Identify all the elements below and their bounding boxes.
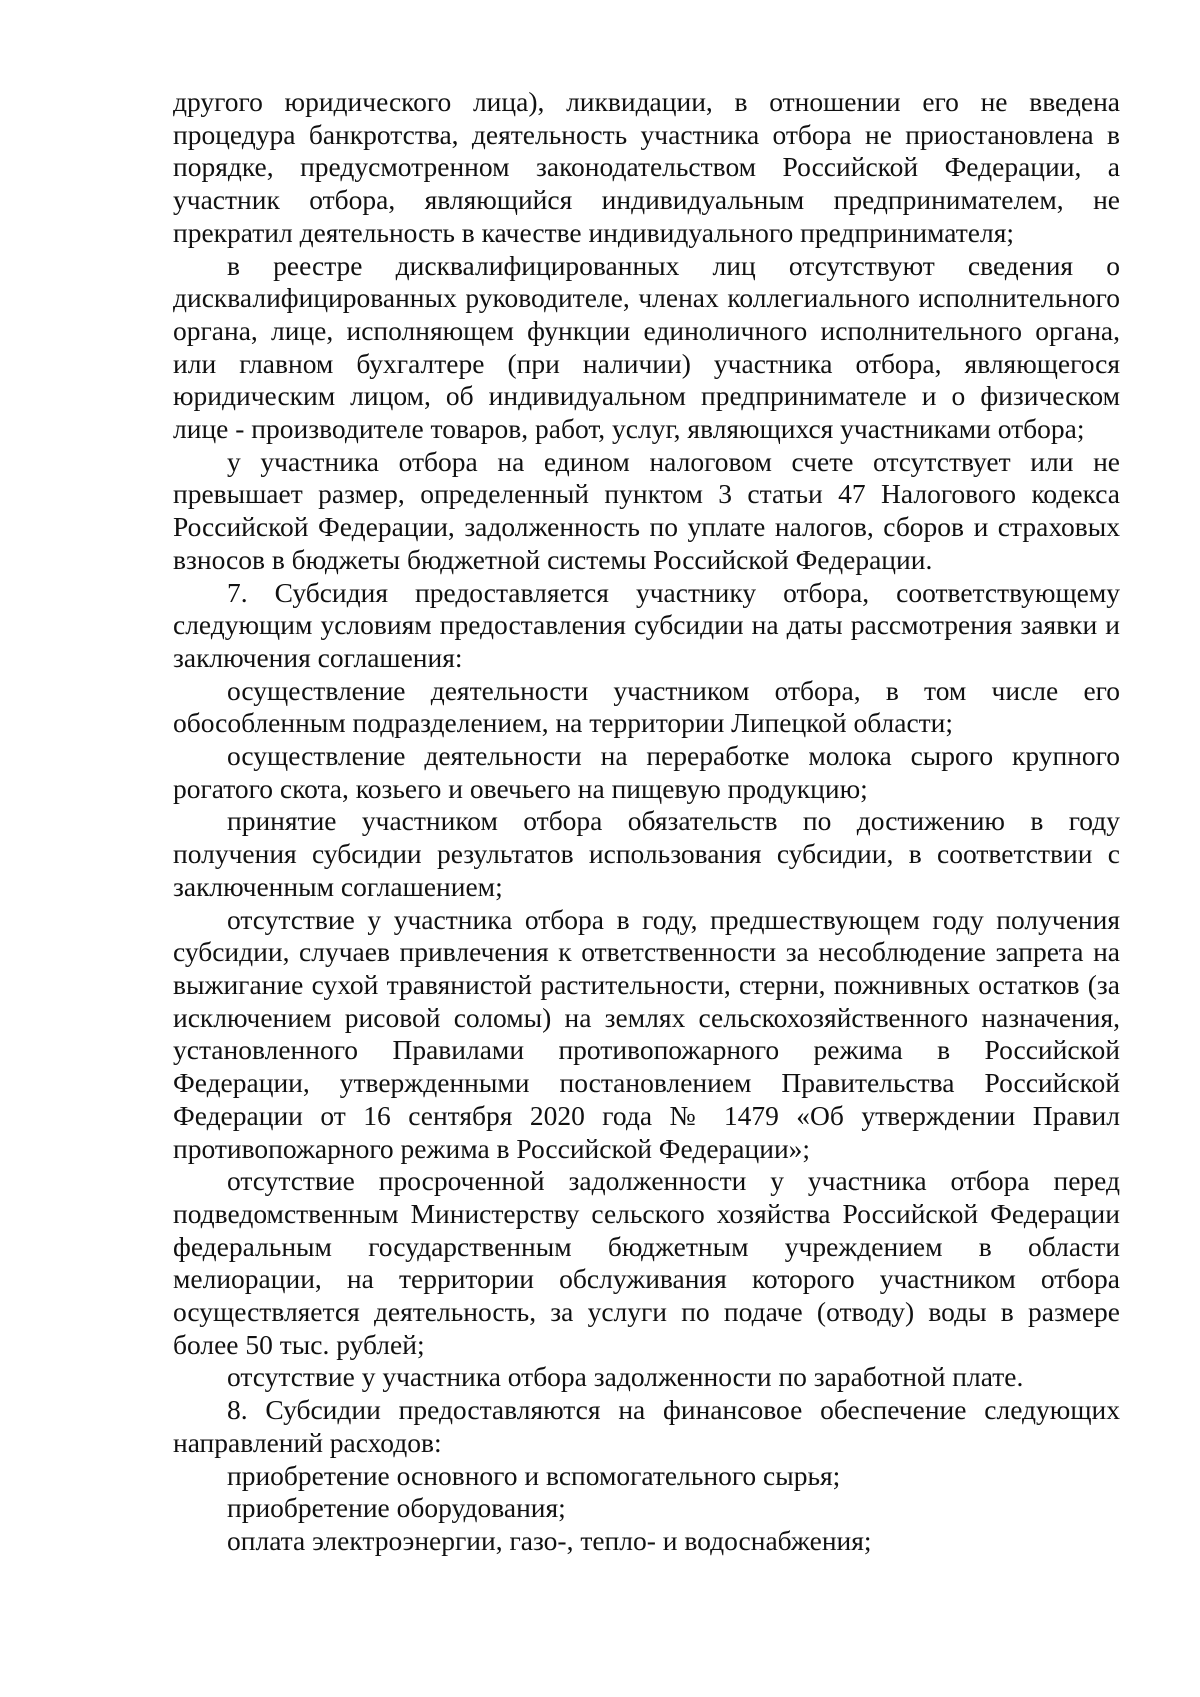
paragraph-melioration-debt: отсутствие просроченной задолженности у участника отбора перед подведомственным Министерству сельского хозяйства Российской Федерации федеральным государственным бюджетным учреждением в области мелиорации, на территории обслуживания которого участником отбора осуществляется деятельность, за услуги по подаче (отводу) воды в размере более 50 тыс. рублей; — [173, 1165, 1120, 1360]
paragraph-raw-materials: приобретение основного и вспомогательного сырья; — [227, 1459, 841, 1491]
paragraph-tax-account: у участника отбора на едином налоговом счете отсутствует или не превышает размер, определенный пунктом 3 статьи 47 Налогового кодекса Российской Федерации, задолженность по уплате налогов, сборов и страховых взносов в бюджеты бюджетной системы Российской Федерации. — [173, 445, 1120, 575]
paragraph-fire-regime: отсутствие у участника отбора в году, предшествующем году получения субсидии, случаев привлечения к ответственности за несоблюдение запрета на выжигание сухой травянистой растительности, стерни, пожнивных остатков (за исключением рисовой соломы) на землях сельскохозяйственного назначения, установленного Правилами противопожарного режима в Российской Федерации, утвержденными постановлением Правительства Российской Федерации от 16 сентября 2020 года № 1479 «Об утверждении Правил противопожарного режима в Российской Федерации»; — [173, 903, 1120, 1164]
paragraph-disqualified-registry: в реестре дисквалифицированных лиц отсутствуют сведения о дисквалифицированных руководителе, членах коллегиального исполнительного органа, лице, исполняющем функции единоличного исполнительного органа, или главном бухгалтере (при наличии) участника отбора, являющегося юридическим лицом, об индивидуальном предпринимателе и о физическом лице - производителе товаров, работ, услуг, являющихся участниками отбора; — [173, 249, 1120, 445]
paragraph-obligations: принятие участником отбора обязательств по достижению в году получения субсидии результатов использования субсидии, в соответствии с заключенным соглашением; — [173, 805, 1120, 902]
paragraph-item-8: 8. Субсидии предоставляются на финансовое обеспечение следующих направлений расходов: — [173, 1394, 1120, 1458]
paragraph-milk-processing: осуществление деятельности на переработке молока сырого крупного рогатого скота, козьего и овечьего на пищевую продукцию; — [173, 740, 1120, 804]
paragraph-utilities: оплата электроэнергии, газо-, тепло- и водоснабжения; — [227, 1524, 872, 1556]
paragraph-salary-debt: отсутствие у участника отбора задолженности по заработной плате. — [227, 1361, 1024, 1393]
paragraph-lipetsk-territory: осуществление деятельности участником отбора, в том числе его обособленным подразделением, на территории Липецкой области; — [173, 674, 1120, 739]
paragraph-legal-status: другого юридического лица), ликвидации, в отношении его не введена процедура банкротства, деятельность участника отбора не приостановлена в порядке, предусмотренном законодательством Российской Федерации, а участник отбора, являющийся индивидуальным предпринимателем, не прекратил деятельность в качестве индивидуального предпринимателя; — [173, 86, 1120, 248]
document-body — [173, 86, 1120, 1558]
paragraph-item-7: 7. Субсидия предоставляется участнику отбора, соответствующему следующим условиям предоставления субсидии на даты рассмотрения заявки и заключения соглашения: — [173, 576, 1120, 673]
paragraph-equipment: приобретение оборудования; — [227, 1492, 566, 1524]
